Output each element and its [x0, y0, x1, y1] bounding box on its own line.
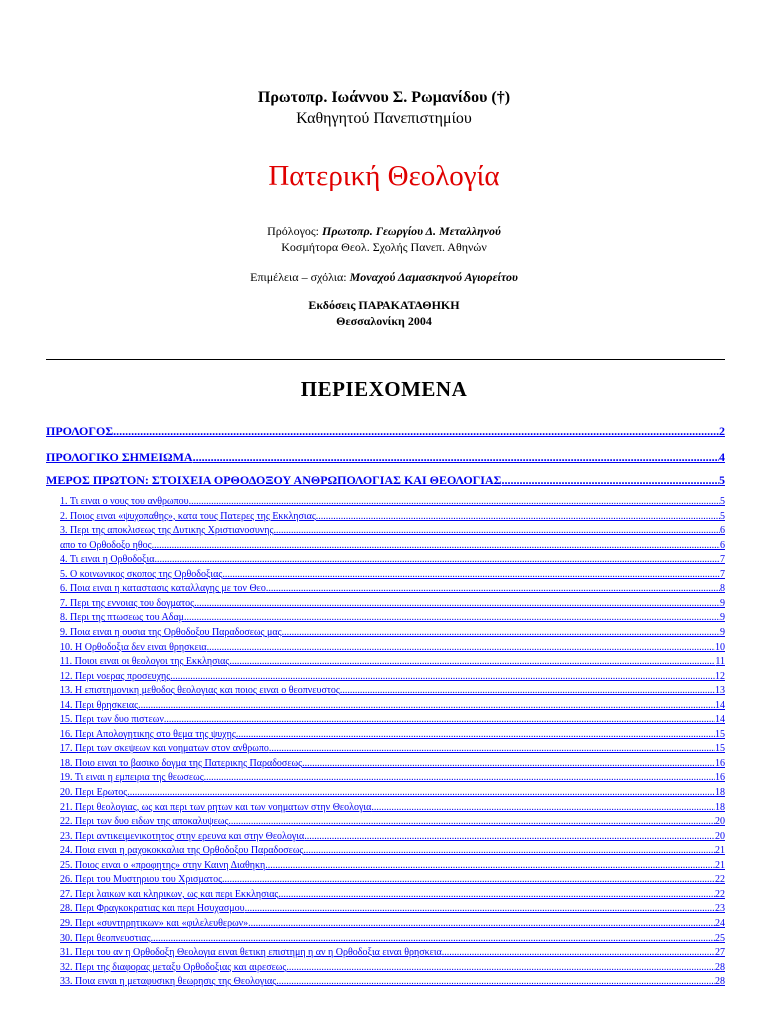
toc-sub-entry[interactable]	[60, 770, 725, 783]
toc-entry-label: 6. Ποια ειναι η καταστασις καταλλαγης με τον Θεο	[60, 583, 266, 595]
dot-leader	[266, 583, 720, 594]
toc-entry-label: 28. Περι Φραγκοκρατιας και περι Ησυχασμου	[60, 903, 245, 915]
toc-page-number: 10	[715, 641, 725, 653]
dot-leader	[302, 758, 715, 769]
toc-entry-label: 13. Η επιστημονικη μεθοδος θεολογιας και ποιος ειναι ο θεοπνευστος	[60, 685, 340, 697]
toc-page-number: 28	[715, 961, 725, 973]
toc-entry-label: 21. Περι θεολογιας, ως και περι των ρητων και των νοηματων στην Θεολογια	[60, 801, 372, 813]
toc-entry-label: 26. Περι του Μυστηριου του Χρισματος	[60, 874, 223, 886]
toc-page-number: 8	[720, 583, 725, 595]
toc-entry-label: 24. Ποια ειναι η ραχοκοκκαλια της Ορθοδοξου Παραδοσεως	[60, 845, 304, 857]
toc-main-entry[interactable]	[46, 423, 725, 439]
toc-sub-entry[interactable]	[60, 887, 725, 900]
toc-entry-label: 12. Περι νοερας προσευχης	[60, 670, 171, 682]
toc-sub-entry[interactable]	[60, 785, 725, 798]
toc-entry-label: 10. Η Ορθοδοξια δεν ειναι θρησκεια	[60, 641, 207, 653]
toc-page-number: 20	[715, 816, 725, 828]
toc-entry-label: 14. Περι θρησκειας	[60, 699, 139, 711]
toc-page-number: 9	[720, 597, 725, 609]
toc-entry-label: 30. Περι θεοπνευστιας	[60, 932, 151, 944]
dot-leader	[236, 729, 715, 740]
toc-main-entry[interactable]	[46, 449, 725, 465]
author-affiliation: Καθηγητού Πανεπιστημίου	[296, 110, 472, 127]
toc-entry-label: 22. Περι των δυο ειδων της αποκαλυψεως	[60, 816, 229, 828]
toc-page-number: 23	[715, 903, 725, 915]
toc-page-number: 20	[715, 830, 725, 842]
toc-sub-entry[interactable]	[60, 538, 725, 551]
toc-sub-entry[interactable]	[60, 756, 725, 769]
editing-line	[0, 270, 768, 285]
toc-entry-label: 19. Τι ειναι η εμπειρια της θεωσεως	[60, 772, 204, 784]
toc-page-number: 2	[719, 424, 725, 438]
toc-sub-entry[interactable]	[60, 741, 725, 754]
dot-leader	[207, 642, 715, 653]
dot-leader	[151, 933, 715, 944]
dot-leader	[189, 496, 720, 507]
toc-sub-entry[interactable]	[60, 814, 725, 827]
toc-page-number: 27	[715, 947, 725, 959]
dot-leader	[316, 511, 720, 522]
toc-page-number: 9	[720, 612, 725, 624]
toc-sub-entry[interactable]	[60, 829, 725, 842]
dot-leader	[184, 612, 720, 623]
toc-entry-label: 29. Περι «συντηρητικων» και «φιλελευθερων»	[60, 917, 249, 929]
toc-page-number: 6	[720, 525, 725, 537]
toc-sub-entry[interactable]	[60, 567, 725, 580]
toc-page-number: 4	[719, 450, 725, 464]
toc-page-number: 18	[715, 801, 725, 813]
toc-page-number: 9	[720, 626, 725, 638]
toc-sub-entry[interactable]	[60, 683, 725, 696]
toc-sub-entry[interactable]	[60, 960, 725, 973]
dot-leader	[371, 802, 715, 813]
toc-sub-entry[interactable]	[60, 800, 725, 813]
toc-sub-entry[interactable]	[60, 669, 725, 682]
toc-page-number: 5	[719, 473, 725, 487]
toc-page-number: 28	[715, 976, 725, 988]
dot-leader	[303, 845, 715, 856]
toc-page-number: 16	[715, 772, 725, 784]
toc-sub-entry[interactable]	[60, 625, 725, 638]
toc-page-number: 21	[715, 859, 725, 871]
toc-entry-label: 23. Περι αντικειμενικοτητος στην ερευνα και στην Θεολογια	[60, 830, 305, 842]
toc-sub-entry[interactable]	[60, 872, 725, 885]
dot-leader	[304, 831, 715, 842]
toc-entry-label: ΠΡΟΛΟΓΙΚΟ ΣΗΜΕΙΩΜΑ	[46, 450, 193, 464]
toc-entry-label: 31. Περι του αν η Ορθοδοξη Θεολογια ειναι θετικη επιστημη η αν η Ορθοδοξια ειναι θρησκεια	[60, 947, 442, 959]
toc-sub-entry[interactable]	[60, 843, 725, 856]
toc-entry-label: 1. Τι ειναι ο νους του ανθρωπου	[60, 496, 189, 507]
toc-sub-entry[interactable]	[60, 640, 725, 653]
dot-leader	[265, 860, 715, 871]
dot-leader	[286, 962, 715, 973]
toc-sub-entry[interactable]	[60, 727, 725, 740]
toc-entry-label: 25. Ποιος ειναι ο «προφητης» στην Καινη Διαθηκη	[60, 859, 266, 871]
toc-page-number: 6	[720, 539, 725, 551]
toc-sub-entry[interactable]	[60, 552, 725, 565]
toc-sub-entry[interactable]	[60, 916, 725, 929]
dot-leader	[276, 976, 715, 987]
toc-page-number: 12	[715, 670, 725, 682]
toc-page-number: 22	[715, 874, 725, 886]
editing-name: Μοναχού Δαμασκηνού Αγιορείτου	[349, 270, 518, 284]
toc-entry-label: 18. Ποιο ειναι το βασικο δογμα της Πατερικης Παραδοσεως	[60, 757, 303, 769]
toc-entry-label: 5. Ο κοινωνικος σκοπος της Ορθοδοξιας	[60, 568, 223, 580]
editing-label: Επιμέλεια – σχόλια:	[250, 270, 350, 284]
dot-leader	[278, 889, 715, 900]
toc-page-number: 15	[715, 743, 725, 755]
toc-sub-entry[interactable]	[60, 610, 725, 623]
toc-sub-entry[interactable]	[60, 509, 725, 522]
toc-page-number: 16	[715, 757, 725, 769]
prologue-label: Πρόλογος:	[267, 224, 322, 238]
dot-leader	[340, 685, 715, 696]
toc-page-number: 21	[715, 845, 725, 857]
toc-sub-entry[interactable]	[60, 945, 725, 958]
toc-entry-label: 9. Ποια ειναι η ουσια της Ορθοδοξου Παραδοσεως μας	[60, 626, 282, 638]
horizontal-rule	[46, 359, 725, 360]
toc-sub-entry[interactable]	[60, 698, 725, 711]
prologue-line	[0, 224, 768, 239]
dot-leader	[170, 671, 715, 682]
toc-main-entry[interactable]	[46, 472, 725, 488]
toc-page-number: 11	[715, 656, 725, 668]
contents-heading: ΠΕΡΙΕΧΟΜΕΝΑ	[300, 377, 468, 401]
dot-leader	[222, 874, 715, 885]
toc-sub-entry[interactable]	[60, 596, 725, 609]
dot-leader	[442, 947, 715, 958]
dot-leader	[282, 627, 720, 638]
toc-page-number: 14	[715, 699, 725, 711]
toc-entry-label: 17. Περι των σκεψεων και νοηματων στον ανθρωπο	[60, 743, 269, 755]
toc-entry-label: 33. Ποια ειναι η μεταφυσικη θεωρησις της Θεολογιας	[60, 976, 277, 988]
toc-entry-label: 11. Ποιοι ειναι οι θεολογοι της Εκκλησιας	[60, 656, 230, 668]
toc-sub-entry[interactable]	[60, 931, 725, 944]
dot-leader	[127, 787, 715, 798]
dot-leader	[138, 700, 715, 711]
toc-page-number: 7	[720, 568, 725, 580]
dot-leader	[154, 554, 720, 565]
toc-page-number: 5	[720, 510, 725, 522]
dot-leader	[229, 656, 715, 667]
dot-leader	[222, 569, 720, 580]
dot-leader	[245, 903, 715, 914]
toc-sub-entry[interactable]	[60, 654, 725, 667]
toc-entry-label: 15. Περι των δυο πιστεων	[60, 714, 164, 726]
toc-page-number: 22	[715, 888, 725, 900]
toc-sub-entry[interactable]	[60, 712, 725, 725]
toc-entry-label: 7. Περι της εννοιας του δογματος	[60, 597, 195, 609]
dot-leader	[502, 473, 720, 488]
dot-leader	[273, 525, 720, 536]
toc-page-number: 18	[715, 787, 725, 798]
prologue-role: Κοσμήτορα Θεολ. Σχολής Πανεπ. Αθηνών	[281, 240, 487, 254]
toc-entry-label: ΠΡΟΛΟΓΟΣ	[46, 424, 114, 438]
toc-entry-label: ΜΕΡΟΣ ΠΡΩΤΟΝ: ΣΤΟΙΧΕΙΑ ΟΡΘΟΔΟΞΟΥ ΑΝΘΡΩΠΟΛΟΓΙΑΣ ΚΑΙ ΘΕΟΛΟΓΙΑΣ	[46, 473, 502, 487]
toc-page-number: 13	[715, 685, 725, 697]
dot-leader	[204, 772, 715, 783]
toc-sub-entry[interactable]	[60, 901, 725, 914]
dot-leader	[113, 424, 719, 439]
dot-leader	[194, 598, 720, 609]
toc-page-number: 7	[720, 554, 725, 566]
toc-sub-entry[interactable]	[60, 974, 725, 987]
dot-leader	[228, 816, 715, 827]
toc-entry-label: 20. Περι Ερωτος	[60, 787, 128, 798]
author-line: Πρωτοπρ. Ιωάννου Σ. Ρωμανίδου (†)	[257, 89, 511, 106]
toc-entry-label: 32. Περι της διαφορας μεταξυ Ορθοδοξιας και αιρεσεως	[60, 961, 287, 973]
toc-sub-entry[interactable]	[60, 858, 725, 871]
place-year-line: Θεσσαλονίκη 2004	[336, 314, 432, 328]
toc-sub-entry[interactable]	[60, 581, 725, 594]
toc-sub-entry[interactable]	[60, 523, 725, 536]
toc-entry-label: 27. Περι λαικων και κληρικων, ως και περι Εκκλησιας	[60, 888, 279, 900]
toc-page-number: 5	[720, 496, 725, 507]
toc-entry-label: 2. Ποιος ειναι «ψυχοπαθης», κατα τους Πατερες της Εκκλησιας	[60, 510, 316, 522]
toc-entry-label: απο το Ορθοδοξο ηθος	[60, 539, 152, 551]
document-title: Πατερική Θεολογία	[268, 160, 500, 192]
toc-entry-label: 16. Περι Απολογητικης στο θεμα της ψυχης	[60, 728, 236, 740]
toc-entry-label: 8. Περι της πτωσεως του Αδαμ	[60, 612, 185, 624]
toc-page-number: 15	[715, 728, 725, 740]
toc-page-number: 25	[715, 932, 725, 944]
toc-entry-label: 3. Περι της αποκλισεως της Δυτικης Χριστιανοσυνης	[60, 525, 274, 537]
toc-page-number: 24	[715, 917, 725, 929]
dot-leader	[152, 540, 720, 551]
toc-entry-label: 4. Τι ειναι η Ορθοδοξια	[60, 554, 155, 566]
dot-leader	[164, 714, 715, 725]
prologue-name: Πρωτοπρ. Γεωργίου Δ. Μεταλληνού	[321, 224, 501, 238]
toc-sub-entry[interactable]	[60, 494, 725, 507]
dot-leader	[193, 450, 719, 465]
dot-leader	[269, 743, 715, 754]
toc-page-number: 14	[715, 714, 725, 726]
dot-leader	[248, 918, 715, 929]
publisher-line: Εκδόσεις ΠΑΡΑΚΑΤΑΘΗΚΗ	[308, 298, 460, 312]
